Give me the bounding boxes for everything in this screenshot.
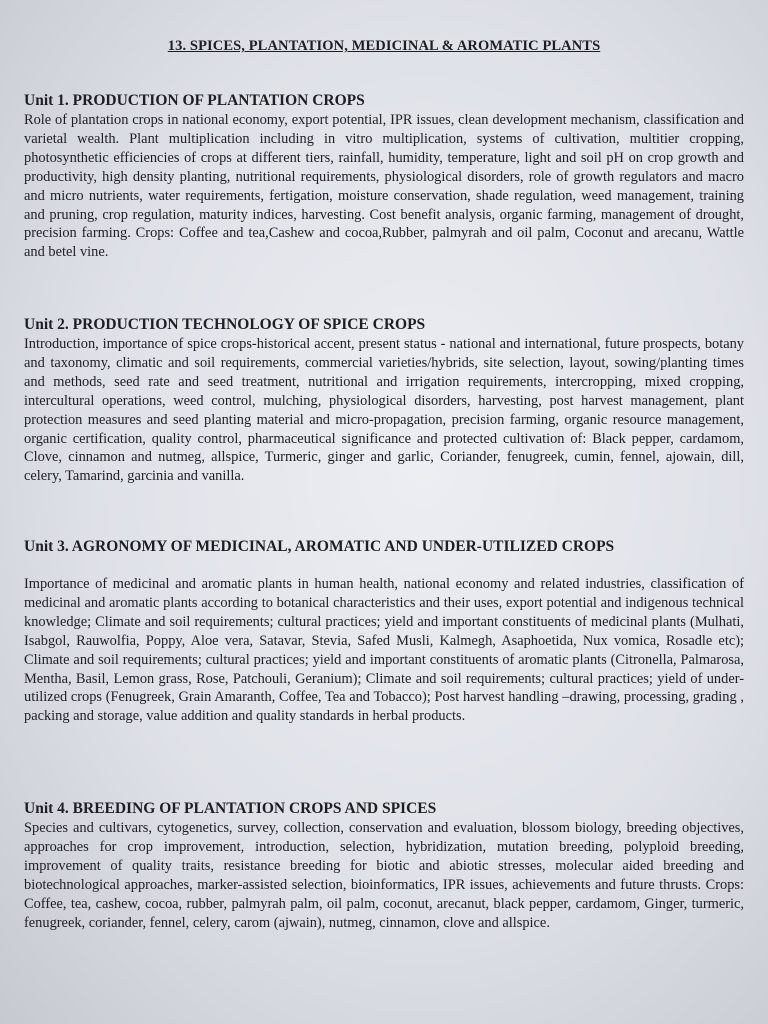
- unit-4-section: [24, 800, 744, 932]
- unit-3-section: [24, 538, 744, 726]
- unit-1-body: Role of plantation crops in national economy, export potential, IPR issues, clean development mechanism, classification and varietal wealth. Plant multiplication including in vitro multiplication, systems of cultivation, multitier cropping, photosynthetic efficiencies of crops at different tiers, rainfall, humidity, temperature, light and soil pH on crop growth and productivity, high density planting, nutritional requirements, physiological disorders, role of growth regulators and macro and micro nutrients, water requirements, fertigation, moisture conservation, shade regulation, weed management, training and pruning, crop regulation, maturity indices, harvesting. Cost benefit analysis, organic farming, management of drought, precision farming. Crops: Coffee and tea,Cashew and cocoa,Rubber, palmyrah and oil palm, Coconut and arecanu, Wattle and betel vine.: [24, 112, 744, 261]
- unit-2-body: Introduction, importance of spice crops-historical accent, present status - national and international, future prospects, botany and taxonomy, climatic and soil requirements, commercial varieties/hybrids, site selection, layout, sowing/planting times and methods, seed rate and seed treatment, nutritional and irrigation requirements, intercropping, mixed cropping, intercultural operations, weed control, mulching, physiological disorders, harvesting, post harvest management, plant protection measures and seed planting material and micro-propagation, precision farming, organic resource management, organic certification, quality control, pharmaceutical significance and protected cultivation of: Black pepper, cardamom, Clove, cinnamon and nutmeg, allspice, Turmeric, ginger and garlic, Coriander, fenugreek, cumin, fennel, ajowain, dill, celery, Tamarind, garcinia and vanilla.: [24, 336, 744, 485]
- page-title: 13. SPICES, PLANTATION, MEDICINAL & AROMATIC PLANTS: [167, 38, 601, 54]
- unit-4-heading: Unit 4. BREEDING OF PLANTATION CROPS AND SPICES: [24, 800, 437, 817]
- unit-1-heading: Unit 1. PRODUCTION OF PLANTATION CROPS: [24, 92, 365, 109]
- unit-1-section: [24, 92, 744, 262]
- unit-4-body: Species and cultivars, cytogenetics, survey, collection, conservation and evaluation, blossom biology, breeding objectives, approaches for crop improvement, introduction, selection, hybridization, mutation breeding, polyploid breeding, improvement of quality traits, resistance breeding for biotic and abiotic stresses, molecular aided breeding and biotechnological approaches, marker-assisted selection, bioinformatics, IPR issues, achievements and future thrusts. Crops: Coffee, tea, cashew, cocoa, rubber, palmyrah palm, oil palm, coconut, arecanut, black pepper, cardamom, Ginger, turmeric, fenugreek, coriander, fennel, celery, carom (ajwain), nutmeg, cinnamon, clove and allspice.: [24, 820, 744, 931]
- unit-2-heading: Unit 2. PRODUCTION TECHNOLOGY OF SPICE CROPS: [24, 316, 426, 333]
- unit-3-heading: Unit 3. AGRONOMY OF MEDICINAL, AROMATIC AND UNDER-UTILIZED CROPS: [24, 538, 615, 555]
- unit-3-body: Importance of medicinal and aromatic plants in human health, national economy and related industries, classification of medicinal and aromatic plants according to botanical characteristics and their uses, export potential and indigenous technical knowledge; Climate and soil requirements; cultural practices; yield and important constituents of medicinal plants (Mulhati, Isabgol, Rauwolfia, Poppy, Aloe vera, Satavar, Stevia, Safed Musli, Kalmegh, Asaphoetida, Nux vomica, Rosadle etc); Climate and soil requirements; cultural practices; yield and important constituents of aromatic plants (Citronella, Palmarosa, Mentha, Basil, Lemon grass, Rose, Patchouli, Geranium); Climate and soil requirements; cultural practices; yield of under-utilized crops (Fenugreek, Grain Amaranth, Coffee, Tea and Tobacco); Post harvest handling –drawing, processing, grading , packing and storage, value addition and quality standards in herbal products.: [24, 576, 744, 725]
- unit-2-section: [24, 316, 744, 486]
